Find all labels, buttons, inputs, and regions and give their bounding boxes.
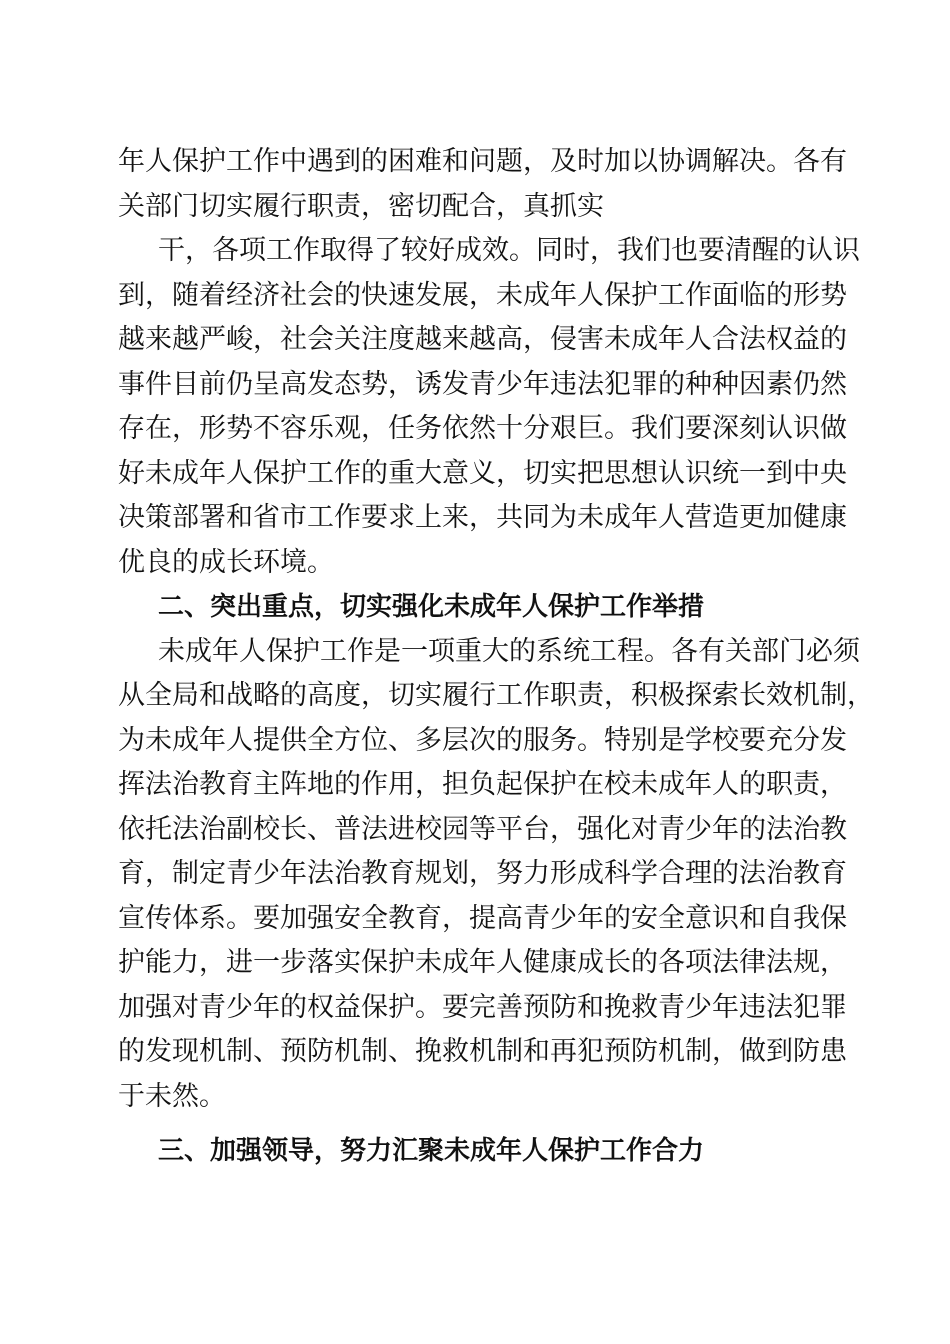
paragraph-situation (118, 229, 860, 585)
text-line: 年人保护工作中遇到的困难和问题，及时加以协调解决。各有 (118, 146, 847, 177)
text-line: 关部门切实履行职责，密切配合，真抓实 (118, 190, 604, 222)
text-line: 到，随着经济社会的快速发展，未成年人保护工作面临的形势 (118, 279, 847, 311)
text-line: 为未成年人提供全方位、多层次的服务。特别是学校要充分发 (118, 724, 847, 756)
text-line: 的发现机制、预防机制、挽救机制和再犯预防机制，做到防患 (118, 1036, 847, 1067)
text-line: 存在，形势不容乐观，任务依然十分艰巨。我们要深刻认识做 (118, 413, 847, 444)
section-heading-3: 三、加强领导，努力汇聚未成年人保护工作合力 (158, 1136, 705, 1166)
paragraph-measures (118, 630, 874, 1120)
text-line: 依托法治副校长、普法进校园等平台，强化对青少年的法治教 (118, 813, 847, 845)
text-line: 好未成年人保护工作的重大意义，切实把思想认识统一到中央 (118, 457, 847, 489)
document-body (118, 140, 874, 1174)
text-line: 挥法治教育主阵地的作用，担负起保护在校未成年人的职责， (118, 769, 847, 800)
text-line: 干，各项工作取得了较好成效。同时，我们也要清醒的认识 (158, 235, 860, 266)
text-line: 优良的成长环境。 (118, 546, 334, 578)
text-line: 决策部署和省市工作要求上来，共同为未成年人营造更加健康 (118, 502, 847, 533)
text-line: 加强对青少年的权益保护。要完善预防和挽救青少年违法犯罪 (118, 991, 847, 1023)
text-line: 事件目前仍呈高发态势，诱发青少年违法犯罪的种种因素仍然 (118, 368, 847, 400)
text-line: 宣传体系。要加强安全教育，提高青少年的安全意识和自我保 (118, 902, 847, 934)
text-line: 越来越严峻，社会关注度越来越高，侵害未成年人合法权益的 (118, 324, 847, 355)
section-heading-2: 二、突出重点，切实强化未成年人保护工作举措 (158, 592, 705, 622)
text-line: 育，制定青少年法治教育规划，努力形成科学合理的法治教育 (118, 858, 847, 889)
paragraph-continued (118, 140, 847, 229)
text-line: 护能力，进一步落实保护未成年人健康成长的各项法律法规， (118, 947, 847, 978)
text-line: 从全局和战略的高度，切实履行工作职责，积极探索长效机制， (118, 680, 874, 711)
text-line: 未成年人保护工作是一项重大的系统工程。各有关部门必须 (158, 635, 860, 667)
text-line: 于未然。 (118, 1080, 226, 1112)
